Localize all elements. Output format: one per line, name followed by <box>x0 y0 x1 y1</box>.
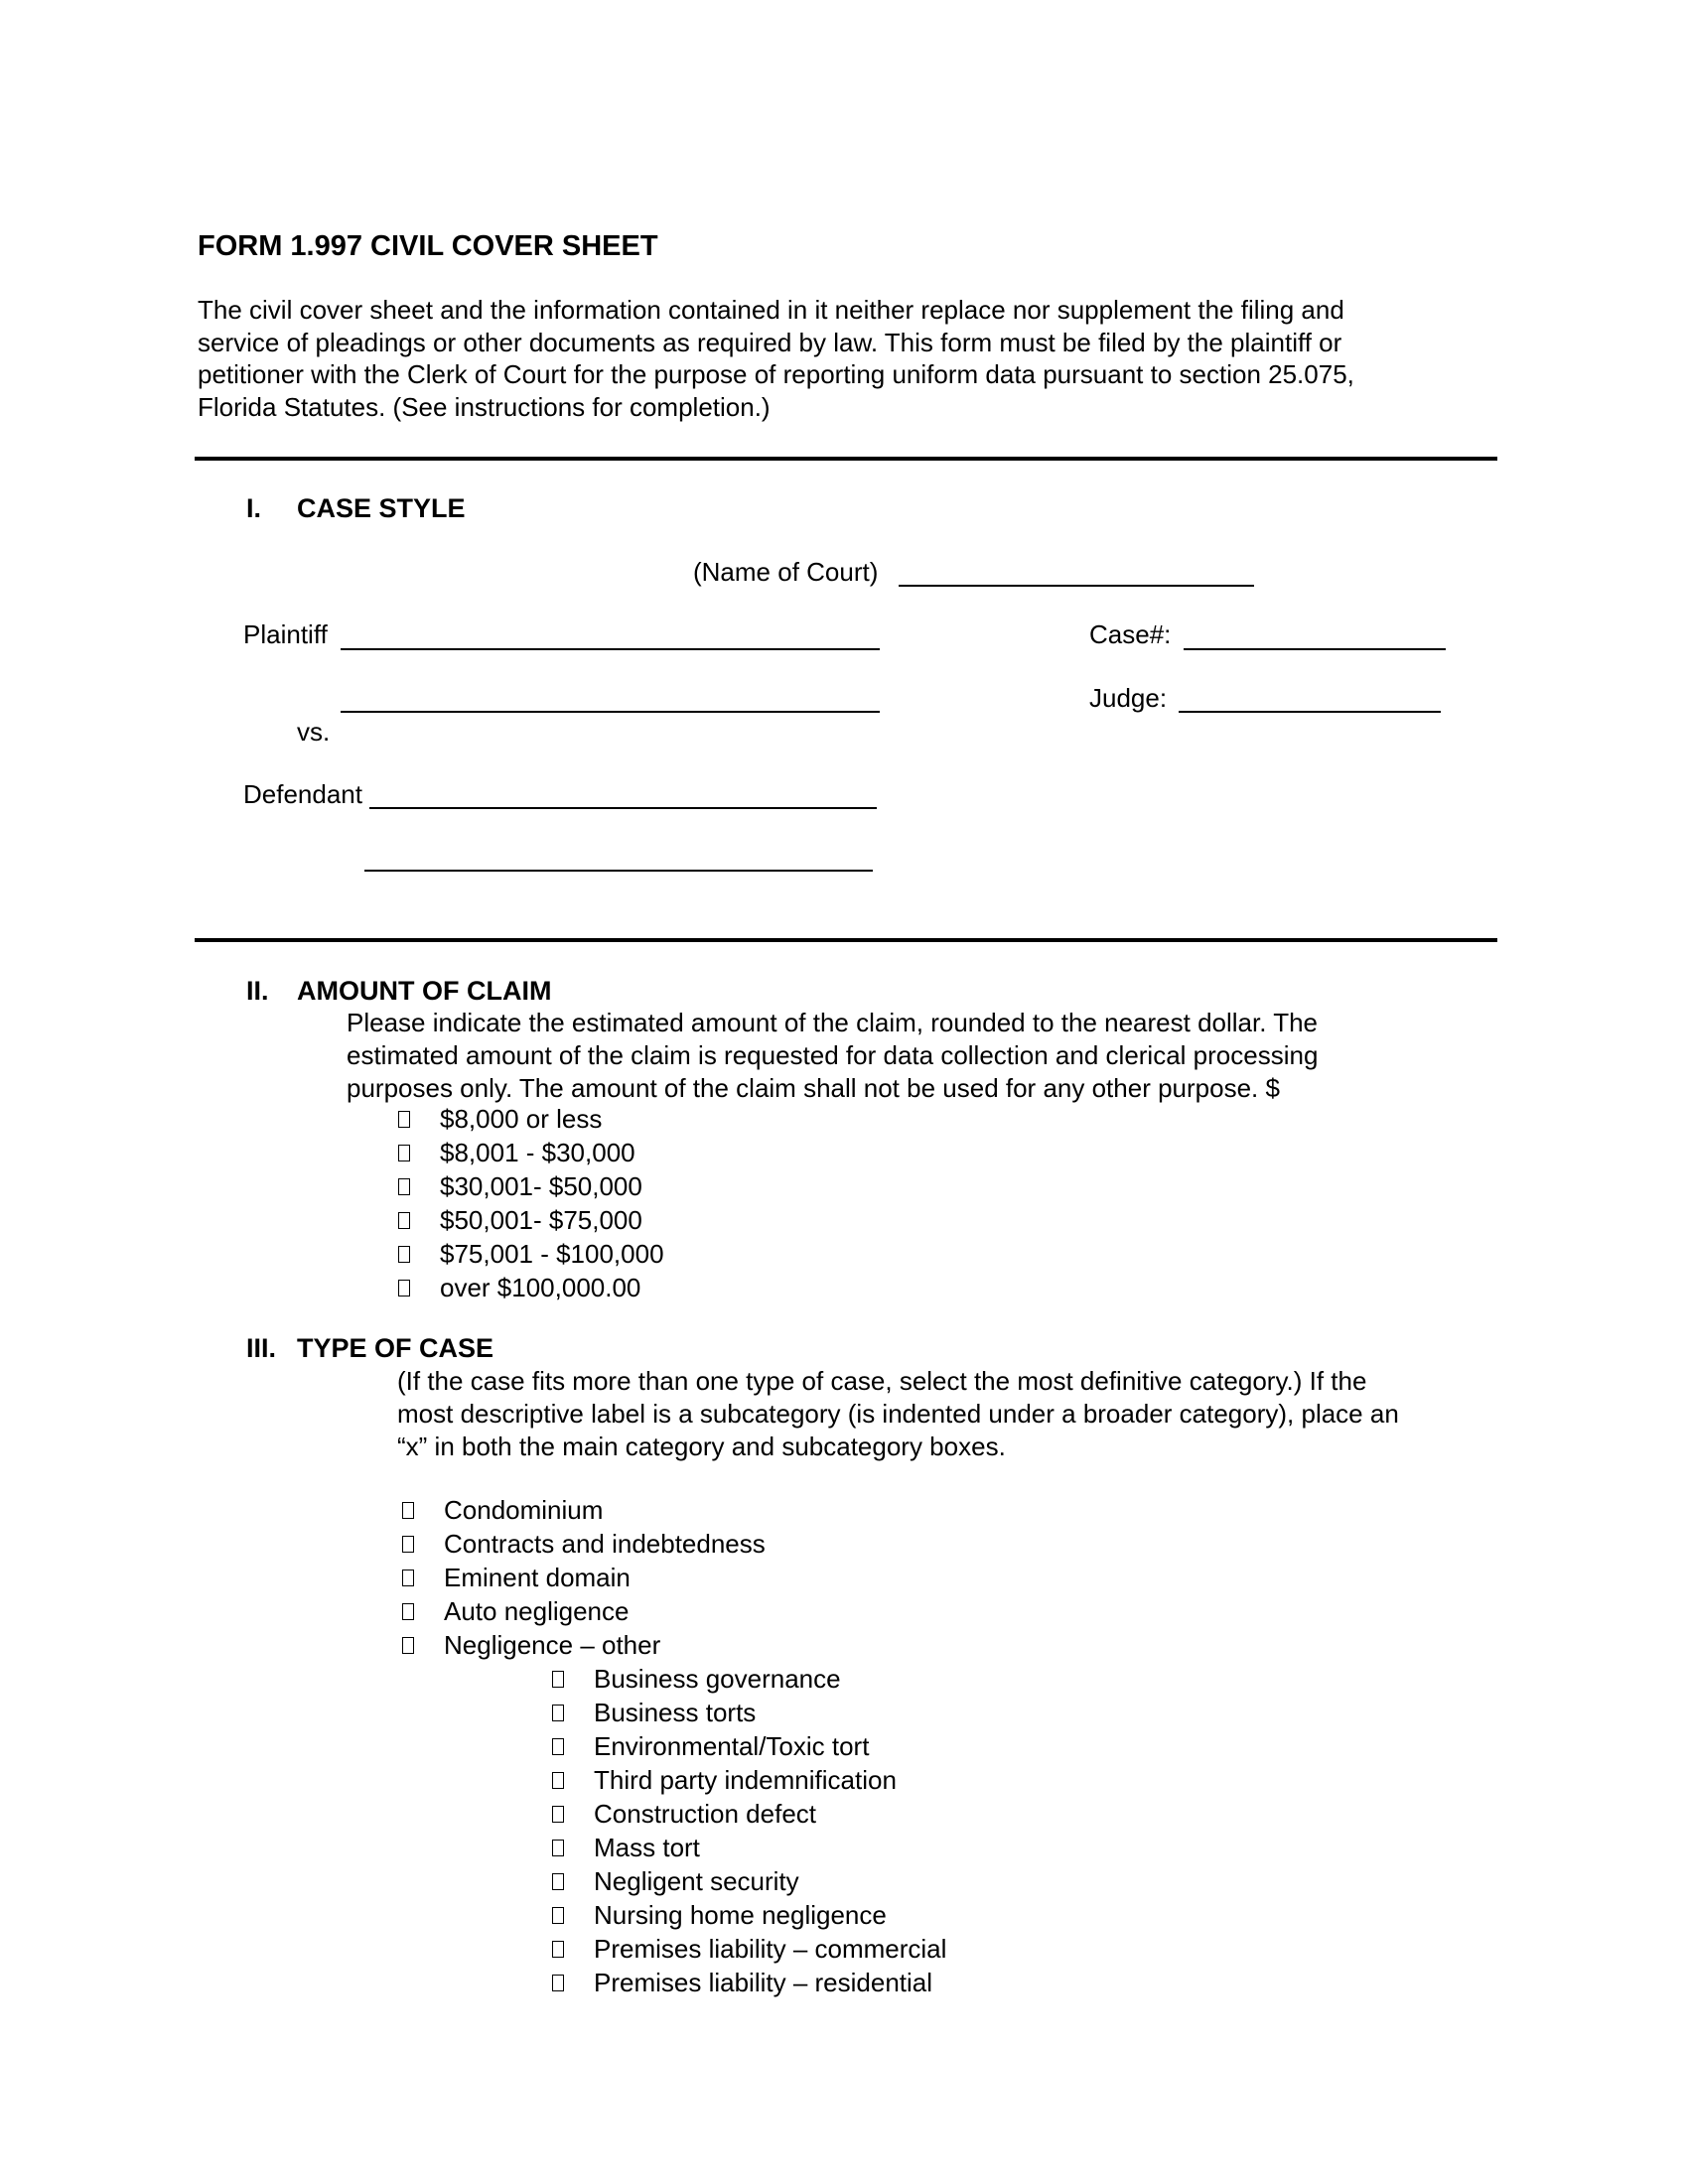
checkbox[interactable] <box>402 1502 414 1519</box>
case-subcategory[interactable] <box>552 1797 816 1831</box>
checkbox[interactable] <box>552 1873 564 1890</box>
section-number: I. <box>246 493 262 523</box>
section-title-amount-of-claim: AMOUNT OF CLAIM <box>297 976 552 1006</box>
instruction-line: “x” in both the main category and subcategory boxes. <box>397 1432 1006 1461</box>
instruction-line: purposes only. The amount of the claim shall not be used for any other purpose. $ <box>347 1073 1280 1103</box>
subcategory-label: Negligent security <box>594 1866 799 1896</box>
option-label: $30,001- $50,000 <box>440 1171 642 1201</box>
amount-option[interactable] <box>398 1136 635 1169</box>
form-title: FORM 1.997 CIVIL COVER SHEET <box>198 230 658 262</box>
case-subcategory[interactable] <box>552 1729 869 1763</box>
case-number-field[interactable] <box>1184 648 1446 650</box>
case-category[interactable] <box>402 1493 603 1527</box>
amount-option[interactable] <box>398 1237 664 1271</box>
case-subcategory[interactable] <box>552 1898 887 1932</box>
case-type-instructions <box>397 1365 1489 1463</box>
checkbox[interactable] <box>398 1246 410 1263</box>
option-label: $75,001 - $100,000 <box>440 1239 664 1269</box>
instruction-line: estimated amount of the claim is requested for data collection and clerical processing <box>347 1040 1319 1070</box>
category-label: Condominium <box>444 1495 604 1525</box>
intro-line: The civil cover sheet and the information contained in it neither replace nor supplement the filing and <box>198 295 1344 325</box>
case-number-label: Case#: <box>1089 619 1172 649</box>
case-category[interactable] <box>402 1561 631 1594</box>
checkbox[interactable] <box>398 1178 410 1195</box>
section-divider <box>195 457 1497 461</box>
option-label: over $100,000.00 <box>440 1273 641 1302</box>
checkbox[interactable] <box>402 1536 414 1553</box>
intro-paragraph <box>198 294 1449 423</box>
checkbox[interactable] <box>552 1840 564 1856</box>
defendant-label: Defendant <box>243 779 362 809</box>
subcategory-label: Business governance <box>594 1664 841 1694</box>
section-number: III. <box>246 1333 277 1363</box>
amount-option[interactable] <box>398 1203 642 1237</box>
subcategory-label: Mass tort <box>594 1833 700 1862</box>
amount-instructions <box>347 1007 1488 1105</box>
case-category[interactable] <box>402 1527 766 1561</box>
instruction-line: (If the case fits more than one type of case, select the most definitive category.) If the <box>397 1366 1367 1396</box>
section-divider <box>195 938 1497 942</box>
category-label: Eminent domain <box>444 1563 631 1592</box>
amount-option[interactable] <box>398 1169 642 1203</box>
case-subcategory[interactable] <box>552 1763 897 1797</box>
intro-line: service of pleadings or other documents as required by law. This form must be filed by the plaintiff or <box>198 327 1342 357</box>
section-title-type-of-case: TYPE OF CASE <box>297 1333 494 1363</box>
checkbox[interactable] <box>402 1603 414 1620</box>
instruction-line: Please indicate the estimated amount of the claim, rounded to the nearest dollar. The <box>347 1008 1319 1037</box>
checkbox[interactable] <box>552 1975 564 1991</box>
vs-label: vs. <box>297 717 331 747</box>
defendant-field[interactable] <box>369 807 877 809</box>
checkbox[interactable] <box>398 1111 410 1128</box>
case-subcategory[interactable] <box>552 1864 799 1898</box>
case-category[interactable] <box>402 1628 660 1662</box>
case-subcategory[interactable] <box>552 1831 700 1864</box>
checkbox[interactable] <box>402 1637 414 1654</box>
checkbox[interactable] <box>398 1212 410 1229</box>
subcategory-label: Premises liability – residential <box>594 1968 933 1997</box>
instruction-line: most descriptive label is a subcategory (is indented under a broader category), place an <box>397 1399 1399 1429</box>
subcategory-label: Nursing home negligence <box>594 1900 887 1930</box>
checkbox[interactable] <box>398 1280 410 1297</box>
checkbox[interactable] <box>552 1705 564 1721</box>
checkbox[interactable] <box>552 1806 564 1823</box>
checkbox[interactable] <box>552 1907 564 1924</box>
case-subcategory[interactable] <box>552 1966 932 1999</box>
judge-field[interactable] <box>1179 711 1441 713</box>
checkbox[interactable] <box>552 1772 564 1789</box>
section-title-case-style: CASE STYLE <box>297 493 466 523</box>
checkbox[interactable] <box>552 1941 564 1958</box>
subcategory-label: Premises liability – commercial <box>594 1934 947 1964</box>
category-label: Negligence – other <box>444 1630 661 1660</box>
plaintiff-label: Plaintiff <box>243 619 328 649</box>
case-subcategory[interactable] <box>552 1696 756 1729</box>
plaintiff-field-2[interactable] <box>341 711 880 713</box>
category-label: Auto negligence <box>444 1596 630 1626</box>
court-name-label: (Name of Court) <box>693 557 879 587</box>
judge-label: Judge: <box>1089 683 1168 713</box>
case-subcategory[interactable] <box>552 1662 841 1696</box>
case-category[interactable] <box>402 1594 629 1628</box>
subcategory-label: Business torts <box>594 1698 757 1727</box>
court-name-field[interactable] <box>899 585 1254 587</box>
checkbox[interactable] <box>402 1570 414 1586</box>
subcategory-label: Construction defect <box>594 1799 817 1829</box>
option-label: $8,001 - $30,000 <box>440 1138 635 1167</box>
option-label: $50,001- $75,000 <box>440 1205 642 1235</box>
checkbox[interactable] <box>398 1145 410 1161</box>
subcategory-label: Third party indemnification <box>594 1765 897 1795</box>
subcategory-label: Environmental/Toxic tort <box>594 1731 870 1761</box>
checkbox[interactable] <box>552 1671 564 1688</box>
section-number: II. <box>246 976 269 1006</box>
amount-option[interactable] <box>398 1102 602 1136</box>
intro-line: Florida Statutes. (See instructions for completion.) <box>198 391 771 422</box>
intro-line: petitioner with the Clerk of Court for the purpose of reporting uniform data pursuant to section 25.075, <box>198 359 1354 389</box>
option-label: $8,000 or less <box>440 1104 603 1134</box>
plaintiff-field[interactable] <box>341 648 880 650</box>
amount-option[interactable] <box>398 1271 640 1304</box>
category-label: Contracts and indebtedness <box>444 1529 766 1559</box>
case-subcategory[interactable] <box>552 1932 946 1966</box>
defendant-field-2[interactable] <box>364 870 873 872</box>
checkbox[interactable] <box>552 1738 564 1755</box>
